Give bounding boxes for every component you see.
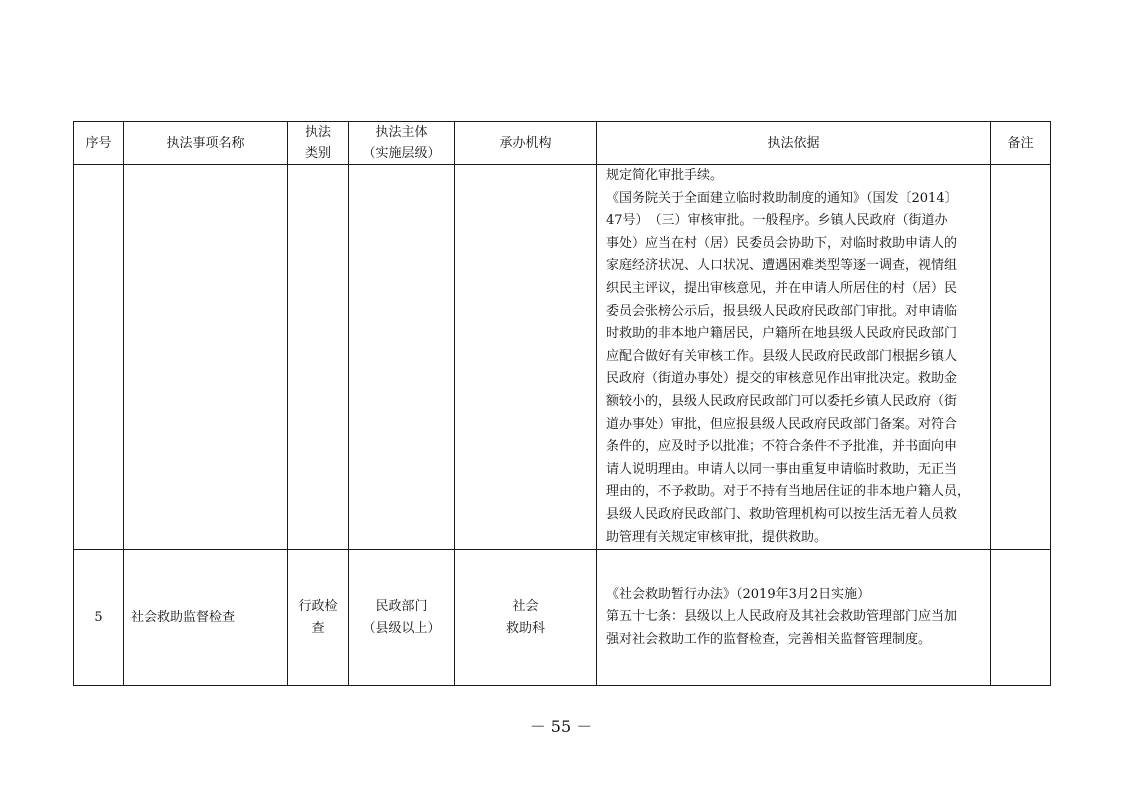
header-subject bbox=[349, 122, 455, 165]
basis-line: 民政府（街道办事处）提交的审核意见作出审批决定。救助金 bbox=[606, 371, 958, 387]
basis-line: 委员会张榜公示后，报县级人民政府民政部门审批。对申请临 bbox=[606, 303, 958, 319]
cell-category-line2: 查 bbox=[311, 620, 325, 636]
cell-subject bbox=[349, 550, 455, 686]
enforcement-items-table bbox=[73, 121, 1051, 686]
header-seq: 序号 bbox=[74, 122, 124, 165]
cell-seq: 5 bbox=[74, 550, 124, 686]
header-item-name: 执法事项名称 bbox=[124, 122, 288, 165]
cell-basis-continued bbox=[597, 165, 991, 550]
header-subject-line1: 执法主体 bbox=[375, 125, 428, 140]
cell-agency-empty bbox=[455, 165, 597, 550]
header-category-line1: 执法 bbox=[304, 125, 331, 140]
header-remark: 备注 bbox=[991, 122, 1051, 165]
cell-subject-empty bbox=[349, 165, 455, 550]
cell-agency-line2: 救助科 bbox=[505, 620, 545, 636]
cell-subject-line1: 民政部门 bbox=[375, 598, 428, 614]
basis-line: 额较小的，县级人民政府民政部门可以委托乡镇人民政府（街 bbox=[606, 393, 958, 409]
basis-line: 道办事处）审批，但应报县级人民政府民政部门备案。对符合 bbox=[606, 416, 958, 432]
cell-basis bbox=[597, 550, 991, 686]
header-subject-line2: （实施层级） bbox=[362, 146, 441, 161]
basis-line: 应配合做好有关审核工作。县级人民政府民政部门根据乡镇人 bbox=[606, 348, 958, 364]
header-agency: 承办机构 bbox=[455, 122, 597, 165]
basis-line: 第五十七条：县级以上人民政府及其社会救助管理部门应当加 bbox=[606, 609, 958, 625]
basis-line: 强对社会救助工作的监督检查，完善相关监督管理制度。 bbox=[606, 631, 932, 647]
header-category bbox=[288, 122, 349, 165]
basis-line: 理由的，不予救助。对于不持有当地居住证的非本地户籍人员， bbox=[606, 484, 971, 500]
cell-seq-empty bbox=[74, 165, 124, 550]
table-row-5 bbox=[74, 550, 1051, 686]
basis-line: 县级人民政府民政部门、救助管理机构可以按生活无着人员救 bbox=[606, 506, 958, 522]
cell-category bbox=[288, 550, 349, 686]
table-row-continued bbox=[74, 165, 1051, 550]
basis-line: 助管理有关规定审核审批，提供救助。 bbox=[606, 529, 828, 545]
header-basis: 执法依据 bbox=[597, 122, 991, 165]
cell-remark-empty bbox=[991, 165, 1051, 550]
cell-subject-line2: （县级以上） bbox=[362, 620, 441, 636]
basis-line: 条件的，应及时予以批准；不符合条件不予批准，并书面向申 bbox=[606, 439, 958, 455]
cell-agency bbox=[455, 550, 597, 686]
basis-line: 织民主评议，提出审核意见，并在申请人所居住的村（居）民 bbox=[606, 280, 958, 296]
cell-category-line1: 行政检 bbox=[298, 598, 338, 614]
cell-agency-line1: 社会 bbox=[512, 598, 539, 614]
basis-line: 请人说明理由。申请人以同一事由重复申请临时救助，无正当 bbox=[606, 461, 958, 477]
page-number: － 55 － bbox=[529, 717, 593, 736]
basis-line: 47号） （三）审核审批。一般程序。乡镇人民政府（街道办 bbox=[606, 213, 948, 229]
table-header-row bbox=[74, 122, 1051, 165]
basis-line: 《国务院关于全面建立临时救助制度的通知》（国发〔2014〕 bbox=[606, 190, 958, 206]
cell-item-name: 社会救助监督检查 bbox=[124, 550, 288, 686]
basis-line: 家庭经济状况、人口状况、遭遇困难类型等逐一调查，视情组 bbox=[606, 258, 958, 274]
basis-line: 规定简化审批手续。 bbox=[606, 168, 724, 183]
header-category-line2: 类别 bbox=[304, 146, 331, 161]
basis-line: 事处）应当在村（居）民委员会协助下，对临时救助申请人的 bbox=[606, 235, 958, 251]
basis-line: 《社会救助暂行办法》（2019年3月2日实施） bbox=[606, 586, 871, 602]
cell-remark bbox=[991, 550, 1051, 686]
cell-item-name-empty bbox=[124, 165, 288, 550]
cell-category-empty bbox=[288, 165, 349, 550]
basis-line: 时救助的非本地户籍居民，户籍所在地县级人民政府民政部门 bbox=[606, 326, 958, 342]
